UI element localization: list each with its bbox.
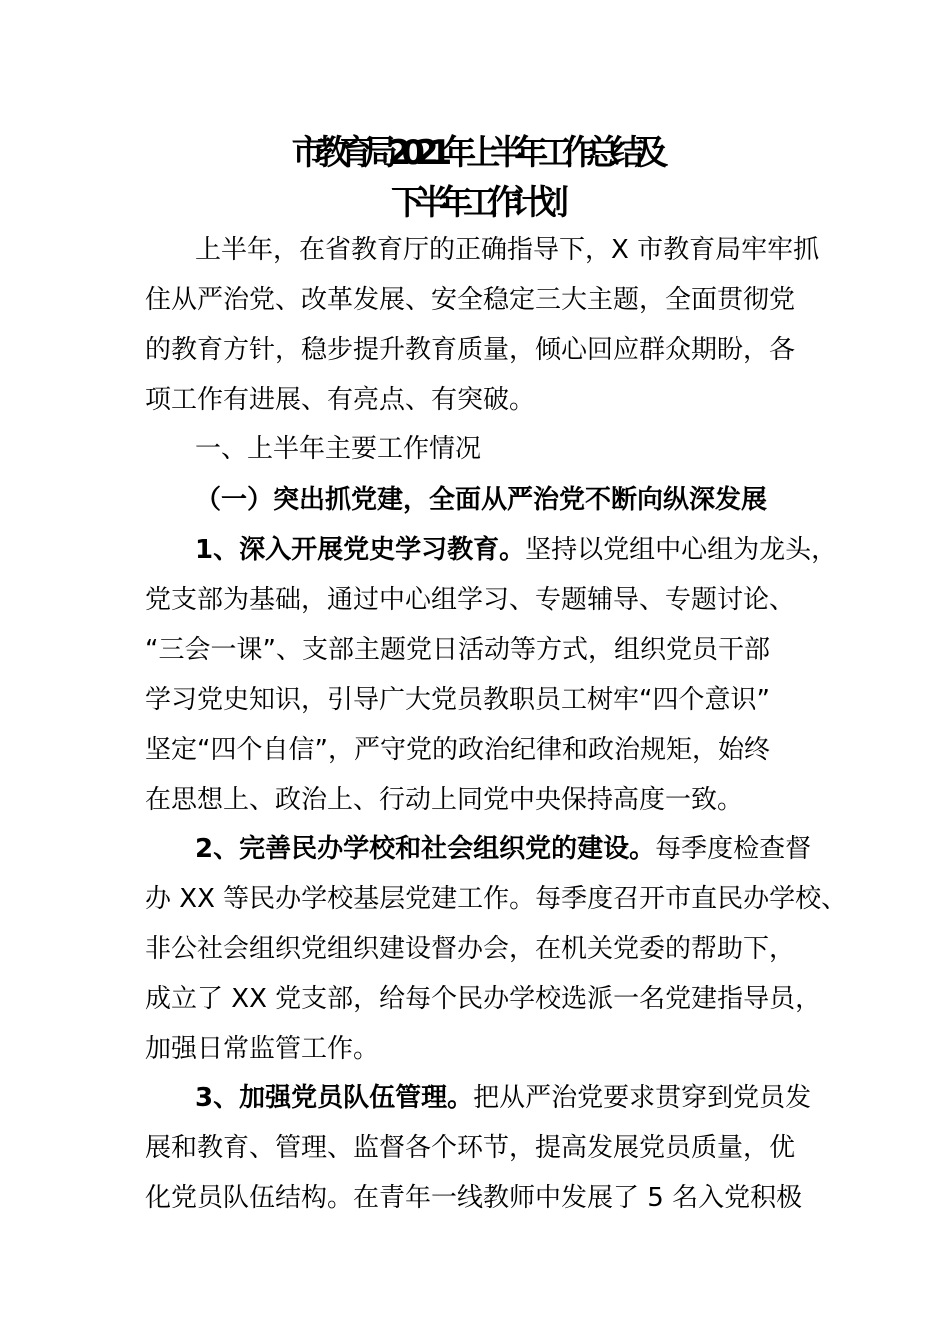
item2-first-line <box>195 832 885 866</box>
item2-line: 成立了 XX 党支部，给每个民办学校选派一名党建指导员， <box>145 984 822 1014</box>
item3-line: 展和教育、管理、监督各个环节，提高发展党员质量，优 <box>145 1133 796 1163</box>
item2-line: 加强日常监管工作。 <box>145 1034 380 1064</box>
item3-first-line-text: 把从严治党要求贯穿到党员发 <box>473 1083 812 1113</box>
item1-line: 学习党史知识，引导广大党员教职员工树牢“四个意识” <box>145 685 770 715</box>
item2-first-line-text: 每季度检查督 <box>655 834 812 864</box>
item3-line: 化党员队伍结构。在青年一线教师中发展了 5 名入党积极 <box>145 1183 803 1213</box>
item2-line: 非公社会组织党组织建设督办会，在机关党委的帮助下， <box>145 934 796 964</box>
item1-line: 在思想上、政治上、行动上同党中央保持高度一致。 <box>145 785 744 815</box>
item2-heading: 2、完善民办学校和社会组织党的建设。 <box>195 834 656 864</box>
intro-line-1: 上半年，在省教育厅的正确指导下，X 市教育局牢牢抓 <box>195 235 820 265</box>
item1-first-line-text: 坚持以党组中心组为龙头， <box>525 535 838 565</box>
section-heading: 一、上半年主要工作情况 <box>195 434 482 464</box>
item3-heading: 3、加强党员队伍管理。 <box>195 1083 474 1113</box>
item1-heading: 1、深入开展党史学习教育。 <box>195 535 526 565</box>
item2-line: 办 XX 等民办学校基层党建工作。每季度召开市直民办学校、 <box>145 884 848 914</box>
subsection-heading: （一）突出抓党建，全面从严治党不断向纵深发展 <box>195 485 768 515</box>
document-title-line-2: 下半年工作计划 <box>391 183 559 223</box>
item1-first-line <box>195 533 885 567</box>
intro-line-4: 项工作有进展、有亮点、有突破。 <box>145 385 536 415</box>
intro-line-3: 的教育方针，稳步提升教育质量，倾心回应群众期盼，各 <box>145 335 796 365</box>
item3-first-line <box>195 1081 885 1115</box>
item1-line: 党支部为基础，通过中心组学习、专题辅导、专题讨论、 <box>145 585 796 615</box>
item1-line: “三会一课”、支部主题党日活动等方式，组织党员干部 <box>145 635 770 665</box>
item1-line: 坚定“四个自信”，严守党的政治纪律和政治规矩，始终 <box>145 735 770 765</box>
document-title-line-1: 市教育局2021年上半年工作总结及 <box>291 133 659 173</box>
intro-line-2: 住从严治党、改革发展、安全稳定三大主题，全面贯彻党 <box>145 285 796 315</box>
